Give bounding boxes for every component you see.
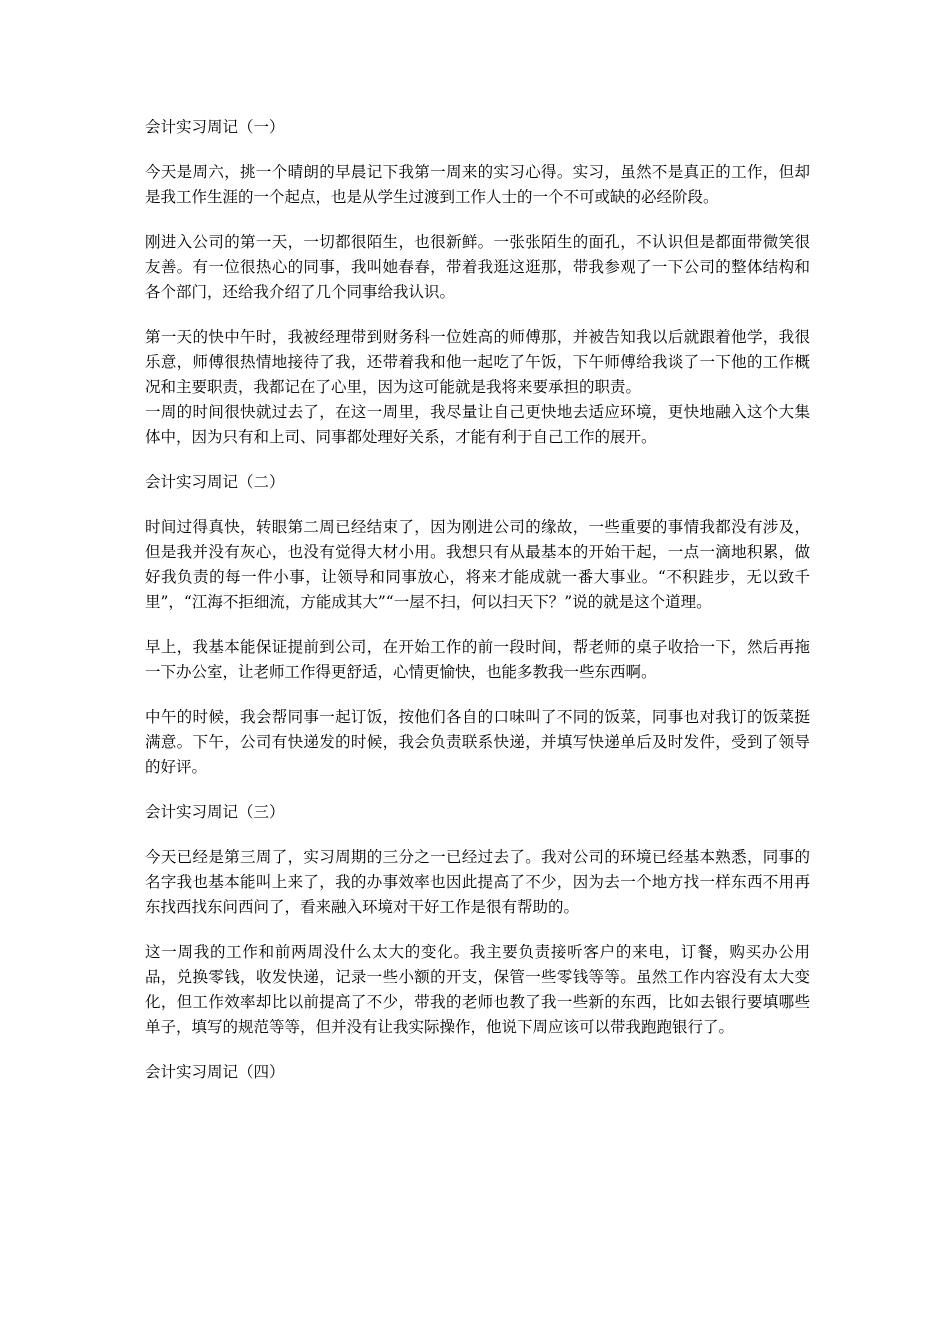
paragraph: 这一周我的工作和前两周没什么太大的变化。我主要负责接听客户的来电，订餐，购买办公用品，兑换零钱，收发快递，记录一些小额的开支，保管一些零钱等等。虽然工作内容没有太大变化，但工作效率却比以前提高了不少，带我的老师也教了我一些新的东西，比如去银行要填哪些单子，填写的规范等等，但并没有让我实际操作，他说下周应该可以带我跑跑银行了。 — [145, 943, 810, 1036]
section-title-week-3: 会计实习周记（三） — [145, 803, 285, 821]
paragraph: 刚进入公司的第一天，一切都很陌生，也很新鲜。一张张陌生的面孔，不认识但是都面带微笑很友善。有一位很热心的同事，我叫她春春，带着我逛这逛那，带我参观了一下公司的整体结构和各个部门，还给我介绍了几个同事给我认识。 — [145, 233, 810, 301]
section-title-week-1: 会计实习周记（一） — [145, 118, 285, 136]
paragraph: 一周的时间很快就过去了，在这一周里，我尽量让自己更快地去适应环境，更快地融入这个大集体中，因为只有和上司、同事都处理好关系，才能有利于自己工作的展开。 — [145, 403, 810, 446]
paragraph: 时间过得真快，转眼第二周已经结束了，因为刚进公司的缘故，一些重要的事情我都没有涉及，但是我并没有灰心，也没有觉得大材小用。我想只有从最基本的开始干起，一点一滴地积累，做好我负责的每一件小事，让领导和同事放心，将来才能成就一番大事业。“不积跬步，无以致千里”，“江海不拒细流，方能成其大”“一屋不扫，何以扫天下？”说的就是这个道理。 — [145, 518, 810, 611]
document-body — [145, 115, 810, 1105]
section-title-week-2: 会计实习周记（二） — [145, 473, 285, 491]
paragraph: 早上，我基本能保证提前到公司，在开始工作的前一段时间，帮老师的桌子收拾一下，然后再拖一下办公室，让老师工作得更舒适，心情更愉快，也能多教我一些东西啊。 — [145, 638, 810, 681]
paragraph: 今天已经是第三周了，实习周期的三分之一已经过去了。我对公司的环境已经基本熟悉，同事的名字我也基本能叫上来了，我的办事效率也因此提高了不少，因为去一个地方找一样东西不用再东找西找东问西问了，看来融入环境对干好工作是很有帮助的。 — [145, 848, 810, 916]
paragraph: 中午的时候，我会帮同事一起订饭，按他们各自的口味叫了不同的饭菜，同事也对我订的饭菜挺满意。下午，公司有快递发的时候，我会负责联系快递，并填写快递单后及时发件，受到了领导的好评。 — [145, 708, 810, 776]
paragraph: 第一天的快中午时，我被经理带到财务科一位姓高的师傅那，并被告知我以后就跟着他学，我很乐意，师傅很热情地接待了我，还带着我和他一起吃了午饭，下午师傅给我谈了一下他的工作概况和主要职责，我都记在了心里，因为这可能就是我将来要承担的职责。 — [145, 328, 810, 396]
paragraph: 今天是周六，挑一个晴朗的早晨记下我第一周来的实习心得。实习，虽然不是真正的工作，但却是我工作生涯的一个起点，也是从学生过渡到工作人士的一个不可或缺的必经阶段。 — [145, 163, 810, 206]
section-title-week-4: 会计实习周记（四） — [145, 1063, 285, 1081]
